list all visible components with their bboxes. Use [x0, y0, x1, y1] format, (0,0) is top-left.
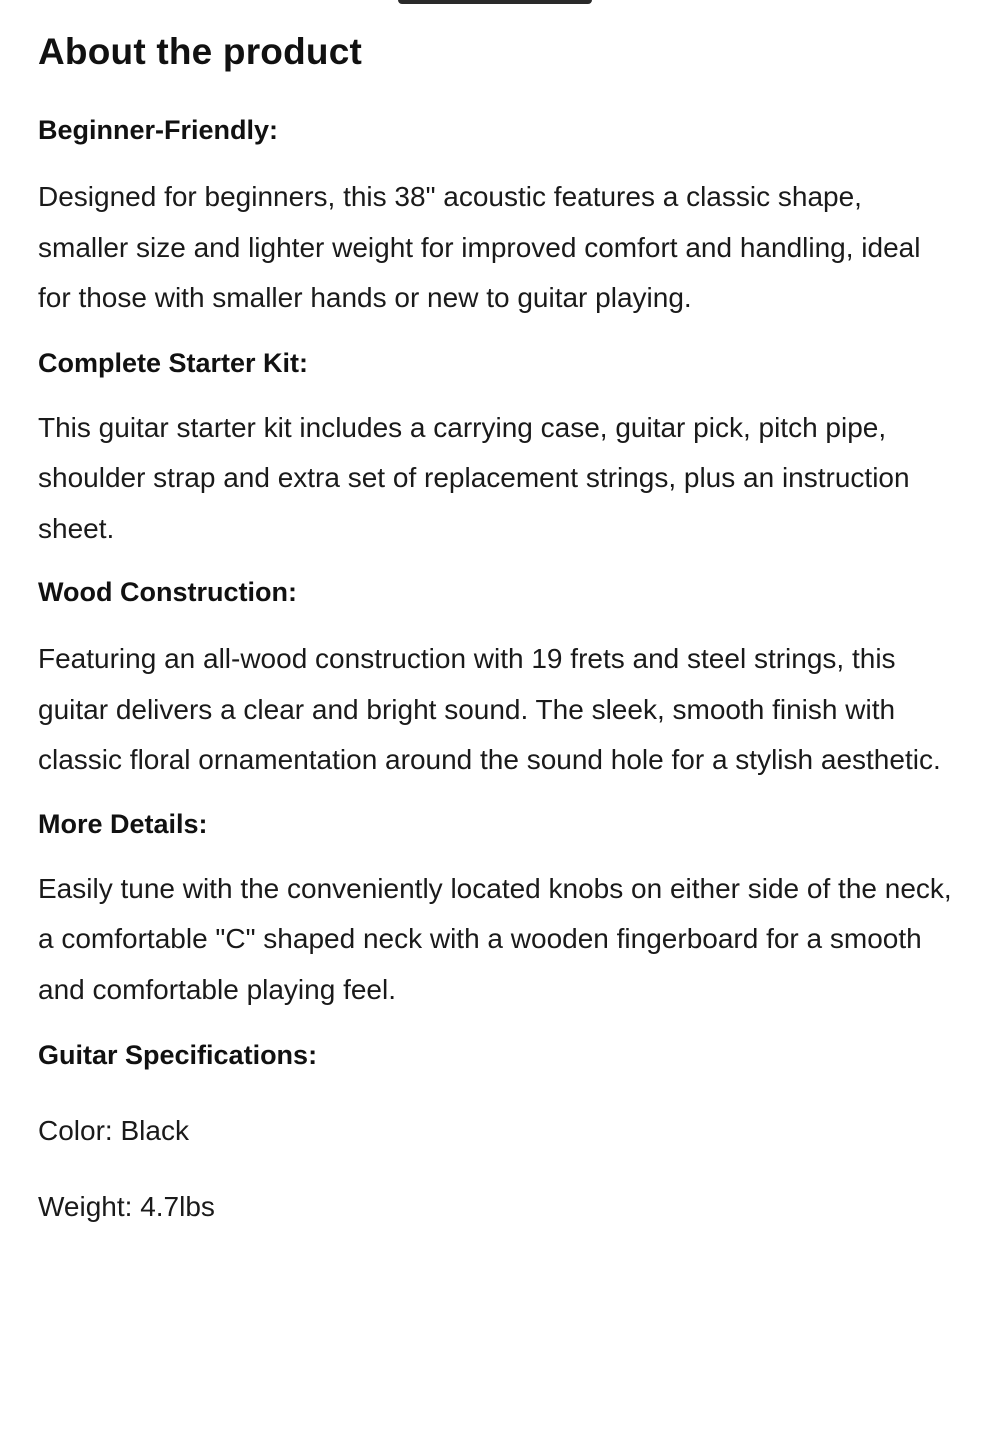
section-heading: Guitar Specifications: [38, 1040, 318, 1070]
section-beginner-friendly [38, 112, 958, 324]
section-starter-kit [38, 345, 958, 555]
spec-weight: Weight: 4.7lbs [38, 1191, 215, 1222]
section-heading: More Details: [38, 808, 208, 839]
section-heading: Beginner-Friendly: [38, 115, 279, 145]
section-heading: Wood Construction: [38, 577, 297, 607]
section-body: Designed for beginners, this 38" acoustic features a classic shape, smaller size and lighter weight for improved comfort and handling, ideal for those with smaller hands or new to guitar playing. [38, 181, 921, 313]
section-heading: Complete Starter Kit: [38, 347, 309, 378]
section-body: Easily tune with the conveniently located knobs on either side of the neck, a comfortable "C" shaped neck with a wooden fingerboard for a smooth and comfortable playing feel. [38, 872, 952, 1005]
section-wood-construction [38, 574, 958, 786]
page-title: About the product [38, 31, 363, 72]
section-body: Featuring an all-wood construction with 19 frets and steel strings, this guitar delivers a clear and bright sound. The sleek, smooth finish with classic floral ornamentation around the sound hole for a stylish aesthetic. [38, 643, 941, 775]
product-description [38, 0, 958, 1225]
section-body: This guitar starter kit includes a carrying case, guitar pick, pitch pipe, shoulder strap and extra set of replacement strings, plus an instruction sheet. [38, 411, 910, 544]
section-more-details [38, 806, 958, 1016]
section-specifications [38, 1037, 958, 1225]
spec-color: Color: Black [38, 1115, 189, 1146]
